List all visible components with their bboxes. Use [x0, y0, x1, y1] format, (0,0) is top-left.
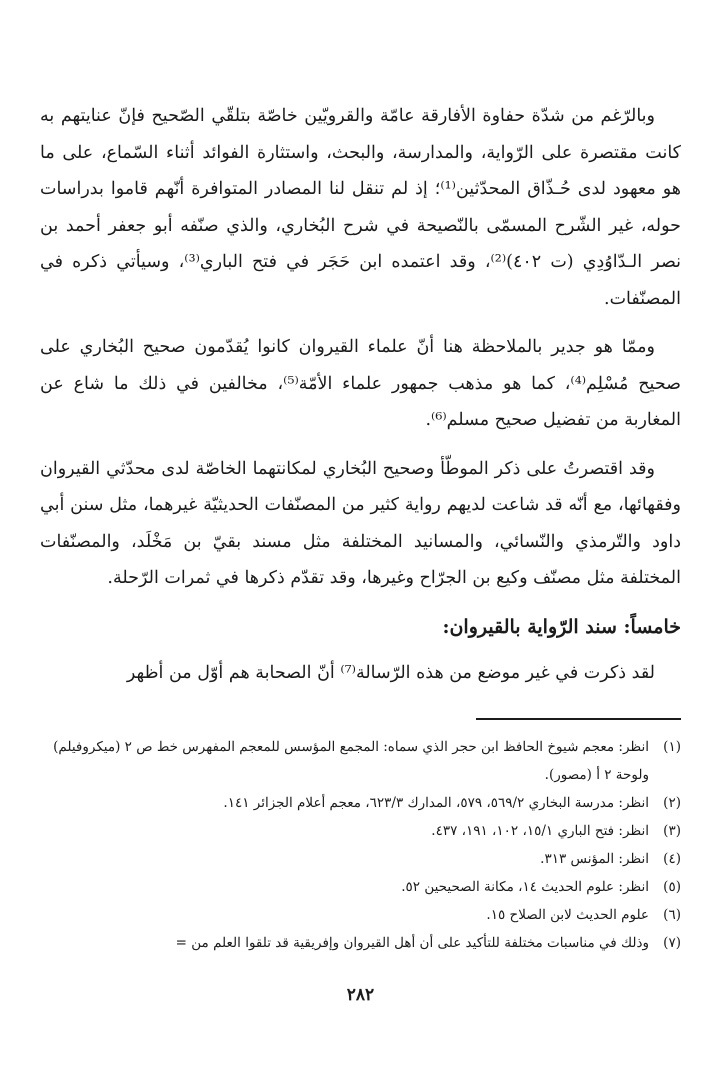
footnote-number: (٥) — [663, 879, 681, 895]
footnote-number: (٤) — [663, 851, 681, 867]
footnote-number: (٧) — [663, 935, 681, 951]
paragraph-4: لقد ذكرت في غير موضع من هذه الرّسالة⁽⁷⁾ أنّ الصحابة هم أوّل من أظهر — [126, 662, 655, 683]
footnote-text: انظر: المؤنس ٣١٣. — [540, 851, 649, 867]
footnote-4 — [40, 845, 681, 873]
section-heading: خامساً: سند الرّواية بالقيروان: — [442, 615, 681, 638]
footnote-2 — [40, 789, 681, 817]
footnote-text: علوم الحديث لابن الصلاح ١٥. — [486, 907, 649, 923]
footnotes — [40, 733, 681, 957]
footnote-number: (٣) — [663, 823, 681, 839]
paragraph-2: وممّا هو جدير بالملاحظة هنا أنّ علماء القيروان كانوا يُقدّمون صحيح البُخاري على صحيح مُسْلِم⁽⁴⁾، كما هو مذهب جمهور علماء الأمّة⁽⁵⁾، مخالفين في ذلك ما شاع عن المغاربة من تفضيل صحيح مسلم⁽⁶⁾. — [40, 337, 681, 430]
footnote-text: انظر: علوم الحديث ١٤، مكانة الصحيحين ٥٢. — [401, 879, 649, 895]
footnote-divider — [476, 718, 681, 720]
book-page — [40, 0, 681, 1075]
footnote-5 — [40, 873, 681, 901]
footnote-7 — [40, 929, 681, 957]
footnote-number: (١) — [663, 739, 681, 755]
footnote-3 — [40, 817, 681, 845]
footnote-number: (٦) — [663, 907, 681, 923]
paragraph-3: وقد اقتصرتُ على ذكر الموطّأ وصحيح البُخاري لمكانتهما الخاصّة لدى محدّثي القيروان وفقهائها، مع أنّه قد شاعت لديهم رواية كثير من المصنّفات الحديثيّة غيرهما، مثل سنن أبي داود والتّرمذي والنّسائي، والمسانيد المختلفة مثل مسند بقيّ بن مَخْلَد، والمصنّفات المختلفة مثل مصنّف وكيع بن الجرّاح وغيرها، وقد تقدّم ذكرها في ثمرات الرّحلة. — [40, 458, 681, 588]
footnote-text: انظر: مدرسة البخاري ٥٦٩/٢، ٥٧٩، المدارك ٦٢٣/٣، معجم أعلام الجزائر ١٤١. — [223, 795, 649, 811]
footnote-text: انظر: معجم شيوخ الحافظ ابن حجر الذي سماه: المجمع المؤسس للمعجم المفهرس خط ص ٢ (ميكروفيلم) ولوحة ٢ أ (مصور). — [53, 739, 649, 783]
main-body-text — [40, 98, 681, 703]
footnote-1 — [40, 733, 681, 789]
paragraph-1: وبالرّغم من شدّة حفاوة الأفارقة عامّة والقرويّين خاصّة بتلقّي الصّحيح فإنّ عنايتهم به كانت مقتصرة على الرّواية، والمدارسة، والبحث، واستثارة الفوائد أثناء السّماع، على ما هو معهود لدى حُـذّاق المحدّثين⁽¹⁾؛ إذ لم تنقل لنا المصادر المتوافرة أنّهم قاموا بدراسات حوله، غير الشّرح المسمّى بالنّصيحة في شرح البُخاري، والذي صنّفه أبو جعفر أحمد بن نصر الـدّاوُدِي (ت ٤٠٢)⁽²⁾، وقد اعتمده ابن حَجَر في فتح الباري⁽³⁾، وسيأتي ذكره في المصنّفات. — [40, 106, 681, 309]
footnote-text: وذلك في مناسبات مختلفة للتأكيد على أن أهل القيروان وإفريقية قد تلقوا العلم من = — [175, 935, 649, 951]
page-number: ٢٨٢ — [346, 985, 375, 1005]
footnote-6 — [40, 901, 681, 929]
footnote-number: (٢) — [663, 795, 681, 811]
footnote-text: انظر: فتح الباري ١٥/١، ١٠٢، ١٩١، ٤٣٧. — [431, 823, 649, 839]
